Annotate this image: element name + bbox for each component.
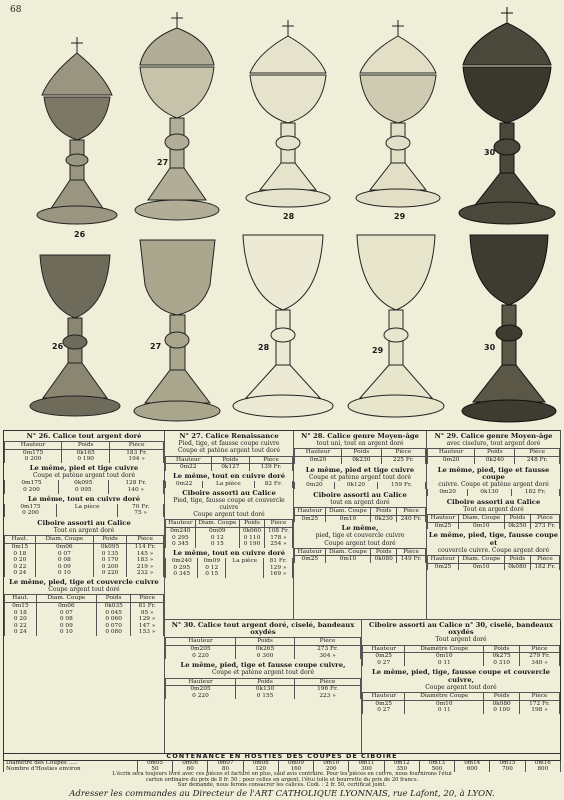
figure-number-30-bottom: 30	[484, 343, 496, 352]
calice-26-image	[25, 250, 125, 420]
col-calice-29: N° 29. Calice genre Moyen-âge avec ciselure, tout argent doré Hauteur Poids Pièce 0m20 0k240 248 Fr. Le même, pied, tige et fausse coupe cuivre. Coupe et patène argent doré 0m20 0k130 182 Fr. Ciboire assorti au Calice Tout en argent doré Hauteur Diam. Coupe Poids Pièce 0m25 0m10 0k250 273 Fr. Le même, pied, tige, fausse coupe et couvercle cuivre. Coupe argent doré Hauteur Diam. Coupe Poids Pièce 0m25 0m10 0k080 182 Fr.	[427, 431, 561, 620]
table-ciboire-28: Hauteur Diam. Coupe Poids Pièce 0m25 0m10 0k230 240 Fr.	[294, 507, 426, 522]
table-ciboire-30: Hauteur Diamètre Coupe Poids Pièce 0m25 0m10 0k275 279 Fr. 0 27 0 11 0 310 340 »	[362, 645, 560, 667]
calice-30-image	[458, 230, 560, 425]
table-ciboire-29-b: Hauteur Diam. Coupe Poids Pièce 0m25 0m10 0k080 182 Fr.	[427, 555, 560, 570]
page-number: 68	[10, 5, 22, 15]
figure-number-27-bottom: 27	[150, 342, 162, 351]
table-calice-30: Hauteur Poids Pièce 0m205 0k265 273 Fr. 0 220 0 300 304 »	[165, 637, 361, 659]
contenance-table: CONTENANCE EN HOSTIES DES COUPES DE CIBOIRE	[3, 752, 561, 761]
table-ciboire-26: Haut. Diam. Coupe Poids Pièce 0m15 0m06 0k095 114 Fr. 0 18 0 07 0 135 145 » 0 20 0 08 0 170 183 » 0 22 0 09 0 200 219 » 0 24 0 10 0 220 232 »	[4, 535, 164, 577]
figure-number-28-bottom: 28	[258, 343, 270, 352]
col-ciboire-30: Ciboire assorti au Calice n° 30, ciselé, bandeaux oxydés Tout argent doré Hauteur Diamètre Coupe Poids Pièce 0m25 0m10 0k275 279 Fr. 0 27 0 11 0 310 340 » Le même, pied, tige, fausse coupe et couvercle cuivre, Coupe argent tout doré Hauteur Diamètre Coupe Poids Pièce 0m25 0m10 0k080 172 Fr. 0 27 0 11 0 100 198 »	[362, 620, 560, 753]
col-calice-27: N° 27. Calice Renaissance Pied, tige, et fausse coupe cuivre Coupe et patène argent tout doré Hauteur Poids Pièce 0m22 0k127 139 Fr. Le même, tout en cuivre doré 0m22 La pièce 82 Fr. Ciboire assorti au Calice Pied, tige, fausse coupe et couvercle cuivre Coupe argent tout doré Hauteur Diam. Coupe Poids Pièce 0m240 0m09 0k060 108 Fr. 0 295 0 12 0 110 178 » 0 345 0 15 0 190 254 » Le même, tout en cuivre doré 0m240 0m09 La pièce 81 Fr. 0 295 0 12 129 » 0 345 0 15 169 »	[165, 431, 294, 620]
address-line: Adresser les commandes au Directeur de l'ART CATHOLIQUE LYONNAIS, rue Lafont, 20, à LYON.	[69, 789, 495, 799]
table-calice-27: Hauteur Poids Pièce 0m22 0k127 139 Fr.	[165, 456, 293, 471]
table-ciboire-27: Hauteur Diam. Coupe Poids Pièce 0m240 0m09 0k060 108 Fr. 0 295 0 12 0 110 178 » 0 345 0 15 0 190 254 »	[165, 519, 293, 547]
table-ciboire-30-b: Hauteur Diamètre Coupe Poids Pièce 0m25 0m10 0k080 172 Fr. 0 27 0 11 0 100 198 »	[362, 692, 560, 714]
title-calice-26: N° 26. Calice tout argent doré	[26, 432, 142, 440]
note-line-2: carton ordinaire du prix de 8 fr. 50 ; pour celles en argent, l'étui toile et bourrette du prix de 20 francs.	[145, 776, 419, 783]
table-ciboire-26-b: Haut. Diam. Coupe Poids Pièce 0m15 0m06 0k035 81 Fr. 0 18 0 07 0 045 95 » 0 20 0 08 0 060 129 » 0 22 0 09 0 070 147 » 0 24 0 10 0 080 153 »	[4, 594, 164, 636]
note-line-1: L'écrin sera toujours livré avec ces pièces et facturé en plus, sauf avis contraire. Pour les pièces en cuivre, nous fournirons l'étui	[112, 771, 452, 777]
table-ciboire-27-b: 0m240 0m09 La pièce 81 Fr. 0 295 0 12 129 » 0 345 0 15 169 »	[165, 558, 293, 578]
figure-number-26-bottom: 26	[52, 342, 64, 351]
table-ciboire-29: Hauteur Diam. Coupe Poids Pièce 0m25 0m10 0k250 273 Fr.	[427, 514, 560, 529]
table-calice-30-b: Hauteur Poids Pièce 0m205 0k130 196 Fr. 0 220 0 155 223 »	[165, 678, 361, 700]
table-calice-28: Hauteur Poids Pièce 0m20 0k230 225 Fr.	[294, 448, 426, 463]
calice-28-image	[228, 230, 338, 420]
table-ciboire-28-b: Hauteur Diam. Coupe Poids Pièce 0m25 0m10 0k080 149 Fr.	[294, 548, 426, 563]
ciboire-29-image	[348, 18, 448, 213]
notes	[8, 772, 556, 789]
figure-number-29-bottom: 29	[372, 346, 384, 355]
figure-number-27-top: 27	[157, 158, 169, 167]
table-calice-26: Hauteur Poids Pièce 0m175 0k165 183 Fr. 0 200 0 190 194 »	[4, 441, 164, 463]
ciboire-27-image	[130, 10, 225, 225]
table-calice-29: Hauteur Poids Pièce 0m20 0k240 248 Fr.	[427, 448, 560, 463]
ciboire-26-image	[30, 35, 125, 230]
note-line-3: Sur demande, nous ferons consacrer les calices. Codi. : 2 fr. 50, certificat joint.	[177, 782, 387, 789]
figure-number-30-top: 30	[484, 148, 496, 157]
ciboire-30-image	[455, 5, 560, 230]
col-calice-26: N° 26. Calice tout argent doré Hauteur Poids Pièce 0m175 0k165 183 Fr. 0 200 0 190 194 » Le même, pied et tige cuivre Coupe et patène argent tout doré 0m175 0k095 128 Fr. 0 200 0 095 140 » Le même, tout en cuivre doré 0m175 La pièce 70 Fr. 0 200 75 » Ciboire assorti au Calice Tout en argent doré Haut. Diam. Coupe Poids Pièce 0m15 0m06 0k095 114 Fr. 0 18 0 07 0 135 145 » 0 20 0 08 0 170 183 » 0 22 0 09 0 200 219 » 0 24 0 10 0 220 232 » Le même, pied, tige et couvercle cuivre Coupe argent tout doré Haut. Diam. Coupe Poids Pièce 0m15 0m06 0k035 81 Fr. 0 18 0 07 0 045 95 » 0 20 0 08 0 060 129 » 0 22 0 09 0 070 147 » 0 24 0 10 0 080 153 »	[4, 431, 165, 753]
figure-number-28-top: 28	[283, 212, 295, 221]
col-calice-30: N° 30. Calice tout argent doré, ciselé, bandeaux oxydés Hauteur Poids Pièce 0m205 0k265 273 Fr. 0 220 0 300 304 » Le même, pied, tige et fausse coupe cuivre, Coupe et patène argent tout doré Hauteur Poids Pièce 0m205 0k130 196 Fr. 0 220 0 155 223 »	[165, 620, 362, 753]
ciboire-28-image	[238, 18, 338, 213]
table-calice-26-b: 0m175 0k095 128 Fr. 0 200 0 095 140 »	[4, 480, 164, 493]
same1-heading: Le même, pied et tige cuivre	[29, 463, 139, 472]
figure-number-29-top: 29	[394, 212, 406, 221]
calice-27-image	[130, 235, 225, 425]
table-calice-26-c: 0m175 La pièce 70 Fr. 0 200 75 »	[4, 504, 164, 517]
calice-29-image	[342, 230, 450, 420]
figure-number-26-top: 26	[74, 230, 86, 239]
contenance-grid: Diamètre des Coupes ..... 0m05 0m06 0m07 0m08 0m09 0m10 0m11 0m12 0m13 0m14 0m15 0m16 Nombre d'Hosties environ 50 60 80 120 160 200 300 350 500 600 700 800	[3, 761, 561, 772]
col-calice-28: N° 28. Calice genre Moyen-âge tout uni, tout en argent doré Hauteur Poids Pièce 0m20 0k230 225 Fr. Le même, pied et tige cuivre Coupe et patène argent tout doré 0m20 0k120 159 Fr. Ciboire assorti au Calice tout en argent doré Hauteur Diam. Coupe Poids Pièce 0m25 0m10 0k230 240 Fr. Le même, pied, tige et couvercle cuivre Coupe argent tout doré Hauteur Diam. Coupe Poids Pièce 0m25 0m10 0k080 149 Fr.	[294, 431, 427, 620]
price-catalog	[3, 430, 561, 754]
